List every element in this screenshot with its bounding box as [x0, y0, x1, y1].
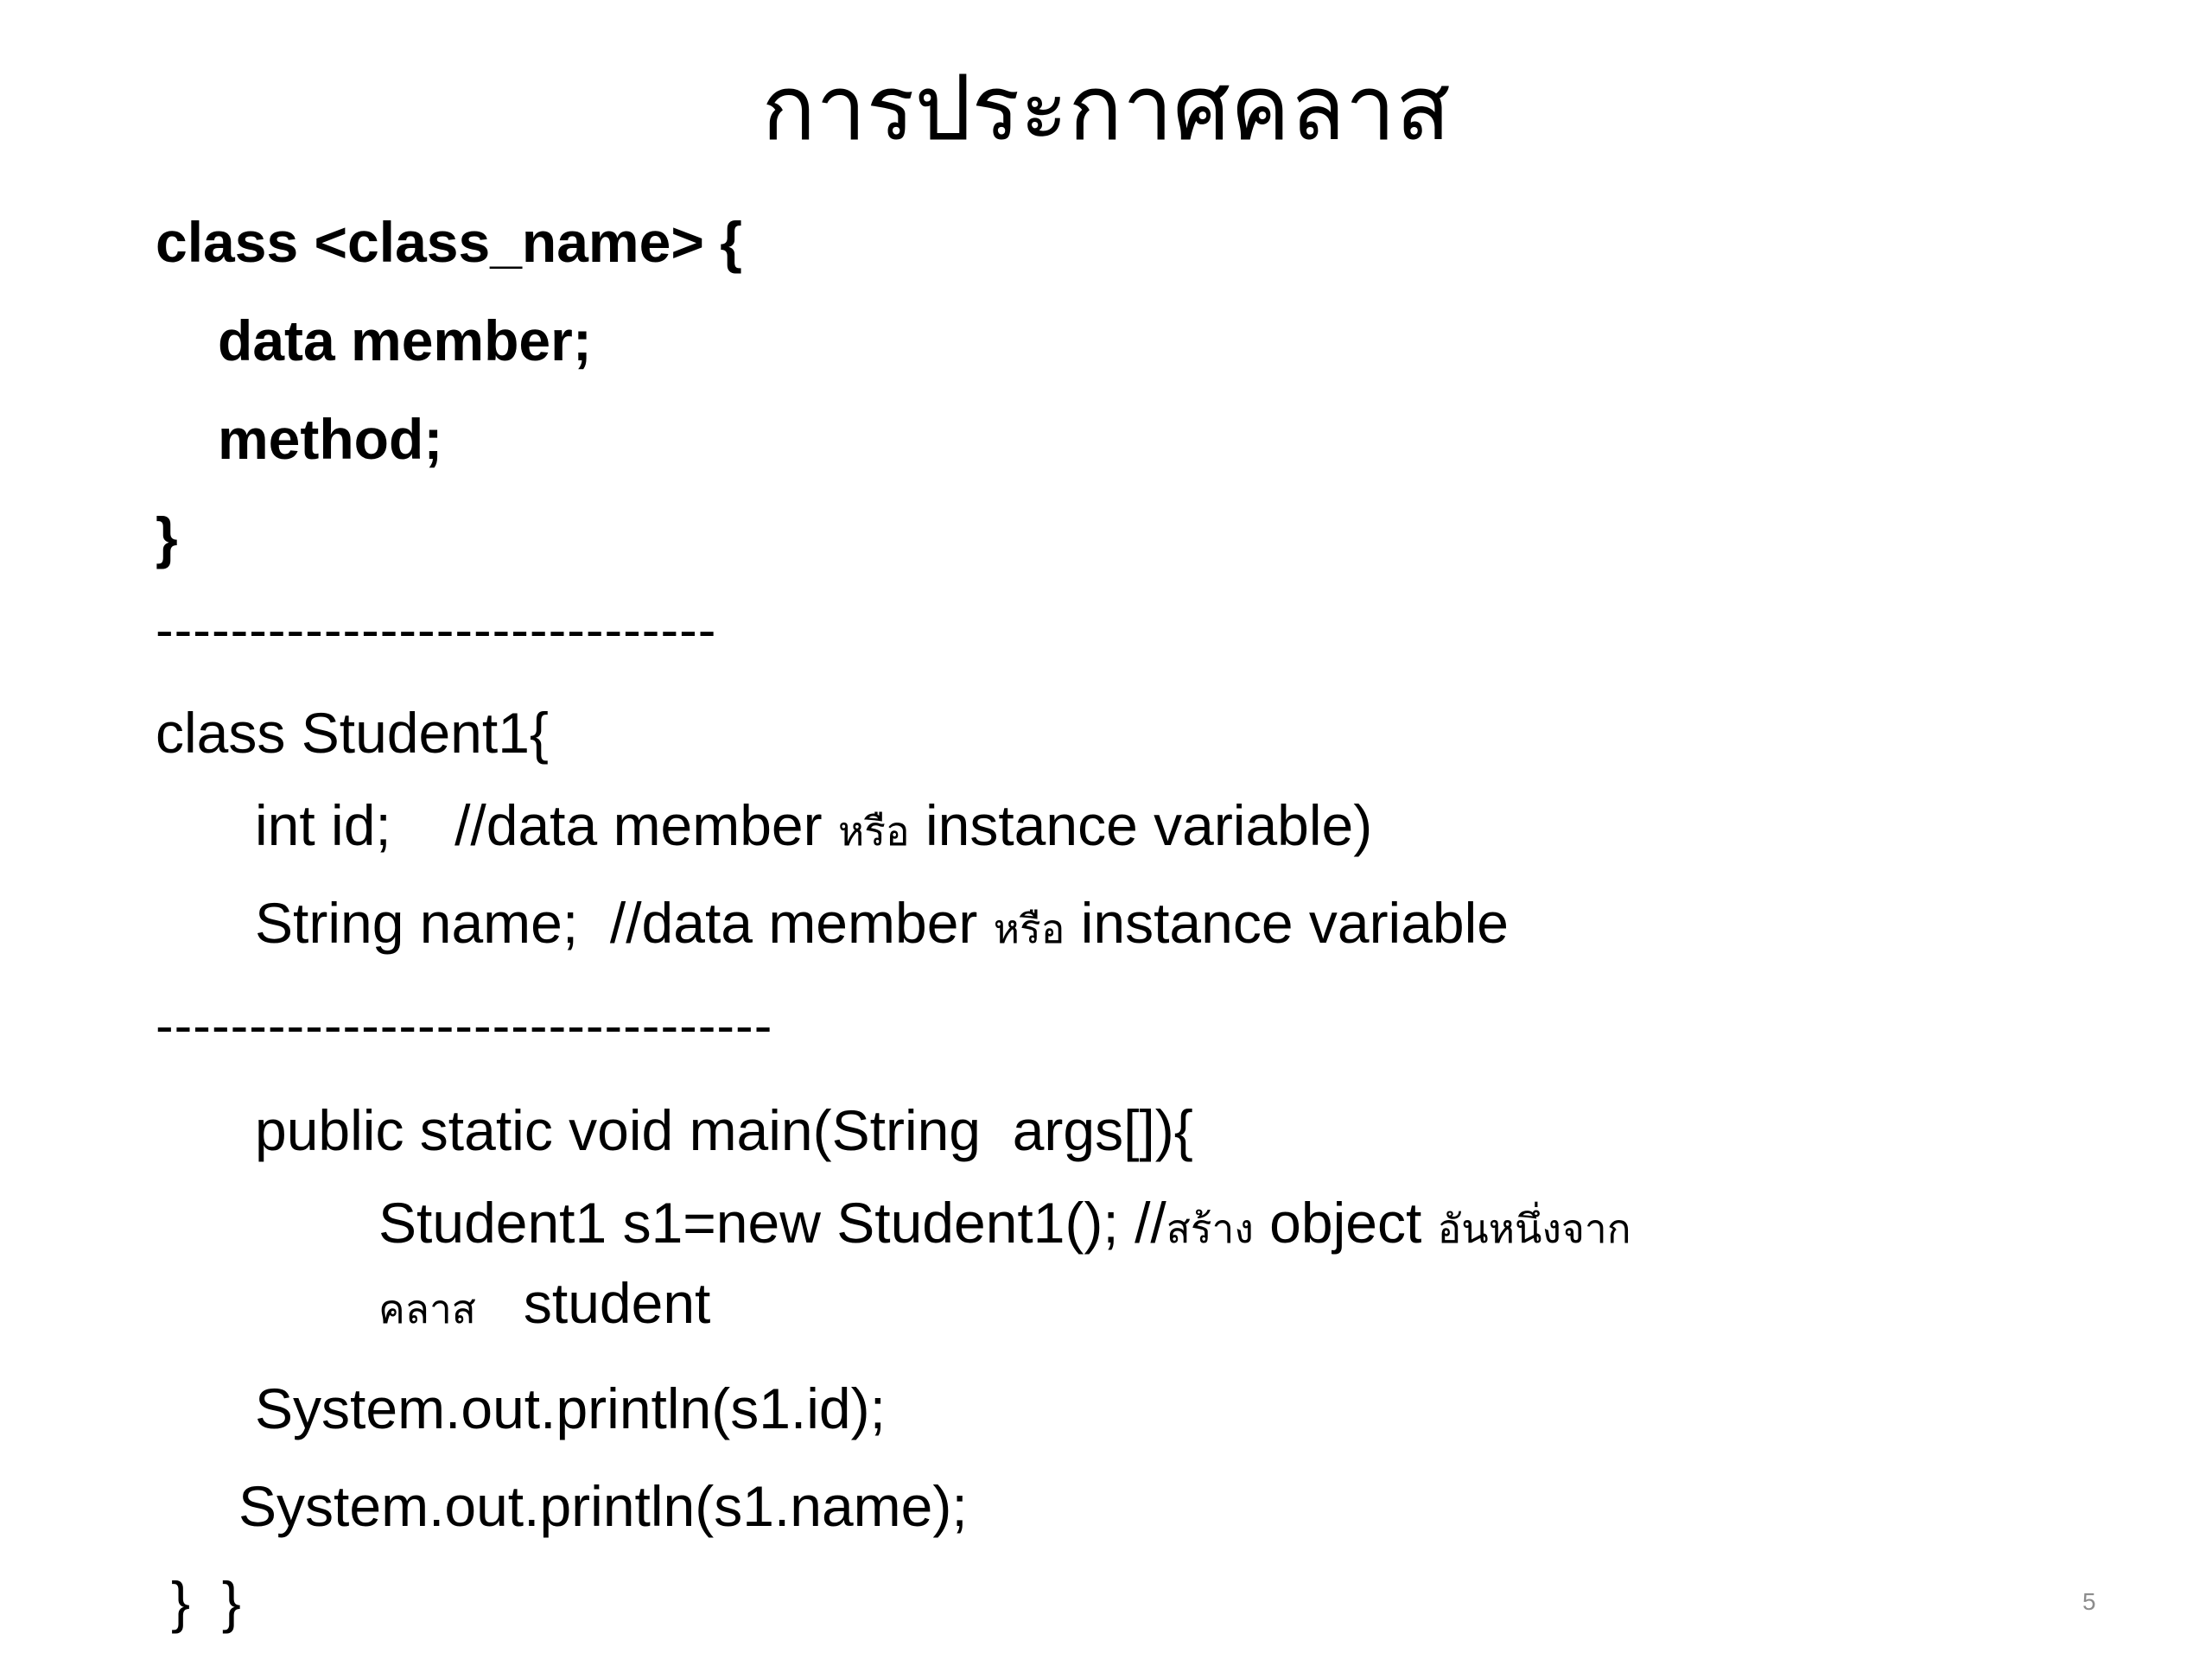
field-id-rest: instance variable): [909, 793, 1373, 857]
field-id-code: int id; //data member: [255, 793, 838, 857]
new-stmt-student: student: [475, 1271, 711, 1335]
new-stmt-thai-create: สร้าง: [1166, 1205, 1254, 1252]
new-object-statement-continued: [378, 1268, 710, 1344]
syntax-method-line: method;: [218, 407, 443, 471]
print-name-statement: System.out.println(s1.name);: [238, 1474, 968, 1538]
example-field-id: [255, 791, 1372, 866]
page-number: 5: [2082, 1588, 2096, 1615]
syntax-data-member-line: data member;: [218, 308, 592, 372]
field-id-thai: หรือ: [837, 808, 910, 855]
closing-braces: } }: [171, 1570, 241, 1634]
new-object-statement: [378, 1188, 1631, 1263]
new-stmt-thai-class: คลาส: [378, 1286, 476, 1332]
field-name-rest: instance variable: [1065, 891, 1510, 955]
syntax-class-line: class <class_name> {: [156, 210, 742, 274]
divider-1: ------------------------------: [156, 601, 717, 660]
main-method-signature: public static void main(String args[]){: [255, 1098, 1193, 1162]
syntax-closing-brace: }: [156, 505, 178, 569]
new-stmt-code: Student1 s1=new Student1(); //: [378, 1191, 1166, 1255]
field-name-thai: หรือ: [993, 906, 1065, 952]
example-field-name: [255, 888, 1509, 963]
print-id-statement: System.out.println(s1.id);: [255, 1376, 886, 1440]
new-stmt-thai-one-from: อันหนึ่งจาก: [1437, 1205, 1631, 1252]
divider-2: ---------------------------------: [156, 996, 773, 1056]
slide-title: การประกาศคลาส: [761, 55, 1451, 161]
field-name-code: String name; //data member: [255, 891, 994, 955]
new-stmt-object-word: object: [1253, 1191, 1438, 1255]
example-class-declaration: class Student1{: [156, 701, 549, 765]
